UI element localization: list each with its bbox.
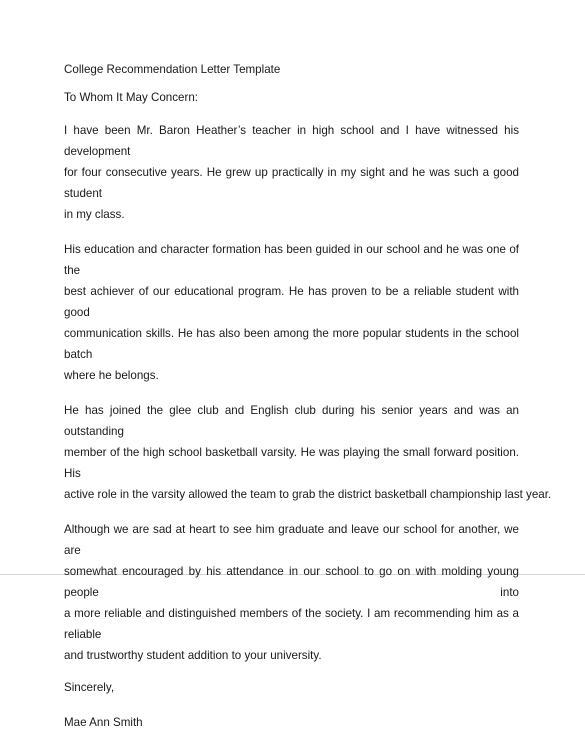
paragraph-line: communication skills. He has also been among the more popular students in the school batch <box>64 327 519 361</box>
paragraph-4 <box>64 519 519 666</box>
paragraph-line: and trustworthy student addition to your university. <box>64 649 322 662</box>
paragraph-2 <box>64 239 519 386</box>
paragraph-line: active role in the varsity allowed the team to grab the district basketball championship last year. <box>64 488 552 501</box>
paragraph-line: where he belongs. <box>64 369 159 382</box>
paragraph-line: His education and character formation has been guided in our school and he was one of the <box>64 243 519 277</box>
paragraph-line: Although we are sad at heart to see him graduate and leave our school for another, we are <box>64 523 519 557</box>
paragraph-line: He has joined the glee club and English club during his senior years and was an outstanding <box>64 404 519 438</box>
letter-body <box>64 62 552 731</box>
paragraph-line: member of the high school basketball varsity. He was playing the small forward position. His <box>64 446 519 480</box>
salutation: To Whom It May Concern: <box>64 91 199 104</box>
paragraph-line: somewhat encouraged by his attendance in our school to go on with molding young people into <box>64 565 519 599</box>
paragraph-1 <box>64 120 519 225</box>
closing: Sincerely, <box>64 681 115 694</box>
signature-name: Mae Ann Smith <box>64 716 143 729</box>
paragraph-3 <box>64 400 552 505</box>
paragraph-line: for four consecutive years. He grew up practically in my sight and he was such a good student <box>64 166 519 200</box>
paragraph-line: a more reliable and distinguished members of the society. I am recommending him as a reliable <box>64 607 519 641</box>
paragraph-line: I have been Mr. Baron Heather’s teacher in high school and I have witnessed his development <box>64 124 519 158</box>
paragraph-line: best achiever of our educational program. He has proven to be a reliable student with good <box>64 285 519 319</box>
paragraph-line: in my class. <box>64 208 125 221</box>
letter-title: College Recommendation Letter Template <box>64 63 281 76</box>
